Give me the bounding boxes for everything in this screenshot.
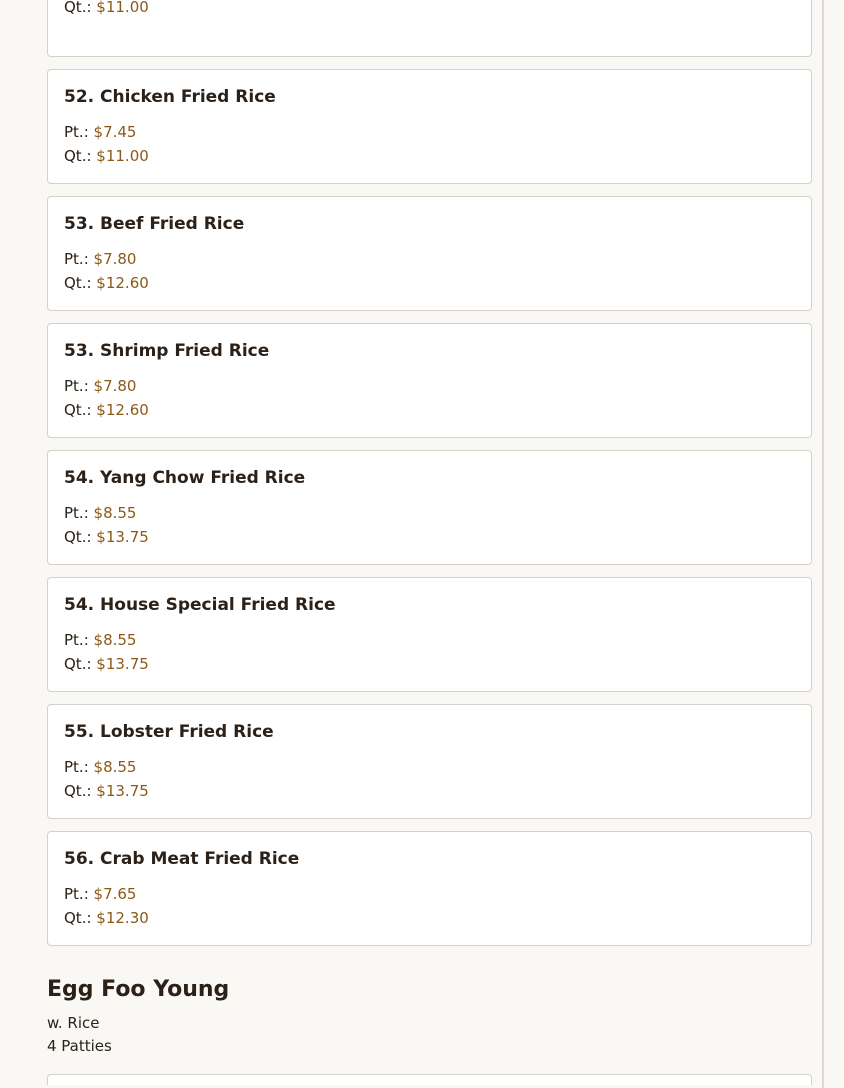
pint-price-line: [64, 247, 795, 271]
egg-foo-young-section: [47, 976, 812, 1085]
quart-label: Qt.:: [64, 147, 92, 165]
quart-price-line: [64, 271, 795, 295]
menu-item-card[interactable]: [47, 577, 812, 692]
menu-item-card-partial[interactable]: [47, 1074, 812, 1085]
quart-price: $12.30: [96, 909, 149, 927]
section-note-rice: w. Rice: [47, 1014, 100, 1032]
menu-item-prices: [64, 120, 795, 168]
quart-label: Qt.:: [64, 909, 92, 927]
menu-item-title: 56. Crab Meat Fried Rice: [64, 849, 300, 869]
pint-price: $7.65: [93, 885, 137, 903]
menu-item-card[interactable]: [47, 323, 812, 438]
menu-item-card[interactable]: [47, 0, 812, 57]
menu-item-card[interactable]: [47, 450, 812, 565]
menu-item-prices: [64, 501, 795, 549]
pint-price: $7.80: [93, 377, 137, 395]
menu-item-prices: [64, 882, 795, 930]
menu-item-prices: [64, 628, 795, 676]
menu-item-card[interactable]: [47, 704, 812, 819]
menu-item-title: 54. House Special Fried Rice: [64, 595, 336, 615]
pint-price-line: [64, 755, 795, 779]
quart-label: Qt.:: [64, 0, 92, 16]
pint-price-line: [64, 882, 795, 906]
menu-item-title: 54. Yang Chow Fried Rice: [64, 468, 306, 488]
quart-price-line: [64, 398, 795, 422]
menu-item-title: 53. Shrimp Fried Rice: [64, 341, 270, 361]
quart-price: $12.60: [96, 274, 149, 292]
pint-price: $7.45: [93, 123, 137, 141]
pint-price: $7.80: [93, 250, 137, 268]
menu-item-card[interactable]: [47, 69, 812, 184]
menu-item-title: 55. Lobster Fried Rice: [64, 722, 274, 742]
quart-price-line: [64, 144, 795, 168]
quart-price-line: [64, 525, 795, 549]
pint-price: $8.55: [93, 758, 137, 776]
pint-price-line: [64, 628, 795, 652]
quart-price-line: [64, 906, 795, 930]
menu-item-prices: [64, 374, 795, 422]
menu-item-card[interactable]: [47, 196, 812, 311]
pint-label: Pt.:: [64, 250, 89, 268]
quart-price: $11.00: [96, 0, 149, 16]
pint-price-line: [64, 374, 795, 398]
pint-price: $8.55: [93, 631, 137, 649]
pint-label: Pt.:: [64, 885, 89, 903]
quart-price: $13.75: [96, 528, 149, 546]
quart-price: $11.00: [96, 147, 149, 165]
pint-price-line: [64, 120, 795, 144]
quart-price-line: [64, 0, 795, 19]
quart-label: Qt.:: [64, 655, 92, 673]
quart-price: $13.75: [96, 655, 149, 673]
pint-price-line: [64, 501, 795, 525]
menu-item-card[interactable]: [47, 831, 812, 946]
menu-list: [47, 0, 812, 1085]
quart-label: Qt.:: [64, 401, 92, 419]
section-note-patties: 4 Patties: [47, 1037, 112, 1055]
menu-item-title: 52. Chicken Fried Rice: [64, 87, 276, 107]
pint-label: Pt.:: [64, 631, 89, 649]
menu-item-prices: [64, 755, 795, 803]
pint-price: $8.55: [93, 504, 137, 522]
pint-label: Pt.:: [64, 123, 89, 141]
quart-label: Qt.:: [64, 782, 92, 800]
menu-item-prices: [64, 247, 795, 295]
quart-price: $13.75: [96, 782, 149, 800]
section-title: Egg Foo Young: [47, 977, 230, 1002]
menu-item-title: 53. Beef Fried Rice: [64, 214, 245, 234]
scrollbar-track[interactable]: [822, 0, 824, 1088]
pint-label: Pt.:: [64, 377, 89, 395]
pint-label: Pt.:: [64, 504, 89, 522]
quart-price: $12.60: [96, 401, 149, 419]
quart-label: Qt.:: [64, 528, 92, 546]
quart-price-line: [64, 652, 795, 676]
quart-price-line: [64, 779, 795, 803]
pint-label: Pt.:: [64, 758, 89, 776]
quart-label: Qt.:: [64, 274, 92, 292]
menu-item-prices: [64, 0, 795, 19]
